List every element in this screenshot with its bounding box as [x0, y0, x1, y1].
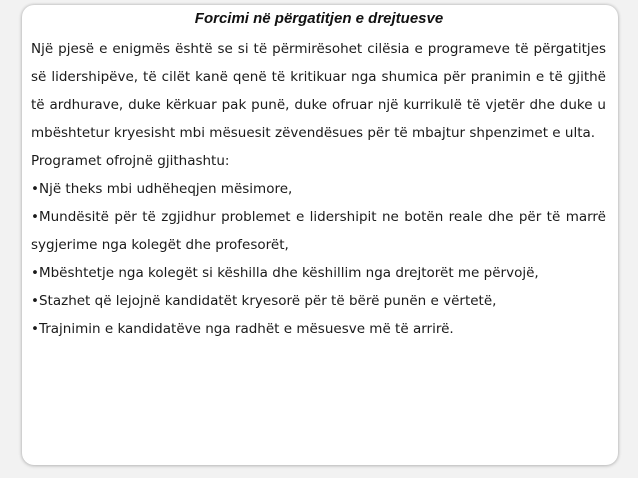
bullet-text: Trajnimin e kandidatëve nga radhët e mësuesve më të arrirë. [38, 321, 454, 337]
slide-title: Forcimi në përgatitjen e drejtuesve [194, 10, 444, 27]
bullet-item [31, 287, 606, 315]
list-heading: Programet ofrojnë gjithashtu: [31, 153, 230, 169]
bullet-text: Mundësitë për të zgjidhur problemet e lidershipit ne botën reale dhe për të marrë sygjerime nga kolegët dhe profesorët, [31, 209, 606, 253]
bullet-item [31, 315, 606, 343]
bullet-item [31, 203, 606, 259]
intro-paragraph: Një pjesë e enigmës është se si të përmirësohet cilësia e programeve të përgatitjes së lidershipëve, të cilët kanë qenë të kritikuar nga shumica për pranimin e të gjithë të ardhurave, duke kërkuar pak punë, duke ofruar një kurrikulë të vjetër dhe duke u mbështetur kryesisht mbi mësuesit zëvendësues për të mbajtur shpenzimet e ulta. [31, 41, 606, 141]
bullet-item [31, 259, 606, 287]
bullet-text: Stazhet që lejojnë kandidatët kryesorë për të bërë punën e vërtetë, [38, 293, 497, 309]
bullet-text: Mbështetje nga kolegët si këshilla dhe këshillim nga drejtorët me përvojë, [38, 265, 539, 281]
slide-content [31, 35, 606, 343]
bullet-text: Një theks mbi udhëheqjen mësimore, [38, 181, 293, 197]
bullet-item [31, 175, 606, 203]
